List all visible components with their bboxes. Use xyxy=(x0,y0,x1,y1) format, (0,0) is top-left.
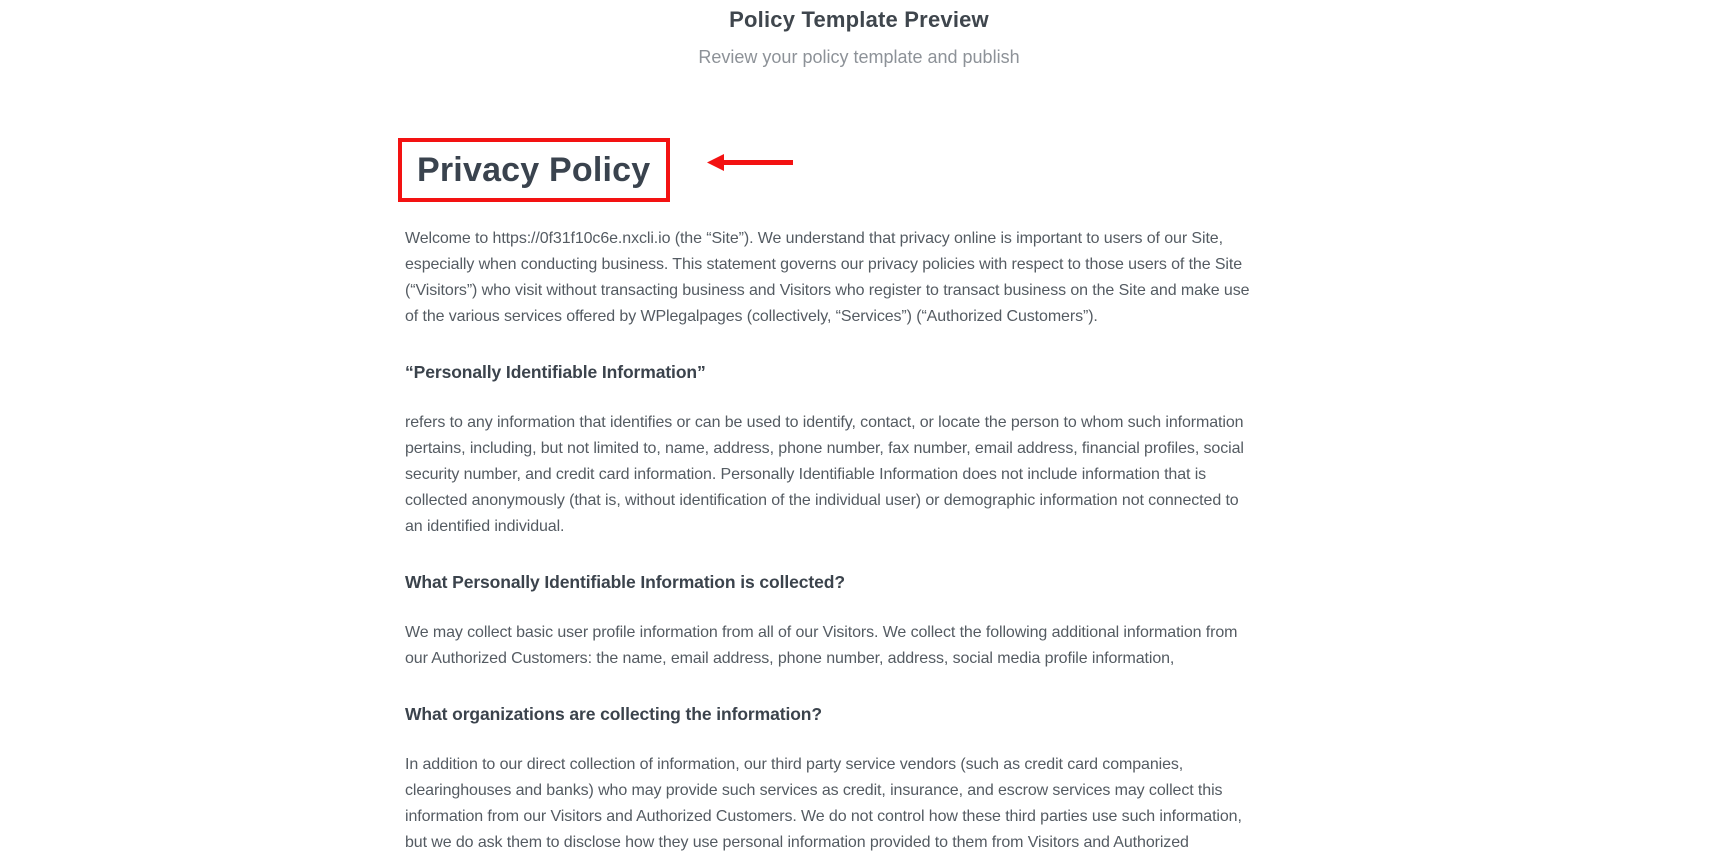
policy-title-highlight-box xyxy=(398,138,670,202)
page-subtitle: Review your policy template and publish xyxy=(698,47,1020,67)
page-title: Policy Template Preview xyxy=(729,7,989,32)
left-arrow-icon xyxy=(707,154,793,171)
section-heading: “Personally Identifiable Information” xyxy=(405,362,706,382)
policy-title: Privacy Policy xyxy=(417,151,651,189)
policy-intro-paragraph: Welcome to https://0f31f10c6e.nxcli.io (the “Site”). We understand that privacy online is important to users of our Site, especially when conducting business. This statement governs our privacy policies with respect to those users of the Site (“Visitors”) who visit without transacting business and Visitors who register to transact business on the Site and make use of the various services offered by WPlegalpages (collectively, “Services”) (“Authorized Customers”). xyxy=(405,230,1250,325)
policy-section xyxy=(405,359,1257,540)
section-heading: What Personally Identifiable Information is collected? xyxy=(405,572,845,592)
section-paragraph: We may collect basic user profile information from all of our Visitors. We collect the following additional information from our Authorized Customers: the name, email address, phone number, address, social media profile information, xyxy=(405,624,1238,667)
policy-section xyxy=(405,569,1257,672)
policy-title-row xyxy=(405,138,1257,202)
policy-section xyxy=(405,701,1257,856)
section-paragraph: In addition to our direct collection of information, our third party service vendors (such as credit card companies, clearinghouses and banks) who may provide such services as credit, insurance, and escrow services may collect this information from our Visitors and Authorized Customers. We do not control how these third parties use such information, but we do ask them to disclose how they use personal information provided to them from Visitors and Authorized xyxy=(405,756,1242,851)
preview-header xyxy=(0,0,1718,69)
policy-body xyxy=(405,226,1257,856)
section-paragraph: refers to any information that identifies or can be used to identify, contact, or locate the person to whom such information pertains, including, but not limited to, name, address, phone number, fax number, email address, financial profiles, social security number, and credit card information. Personally Identifiable Information does not include information that is collected anonymously (that is, without identification of the individual user) or demographic information not connected to an identified individual. xyxy=(405,414,1244,535)
policy-document xyxy=(405,138,1257,856)
section-heading: What organizations are collecting the information? xyxy=(405,704,822,724)
